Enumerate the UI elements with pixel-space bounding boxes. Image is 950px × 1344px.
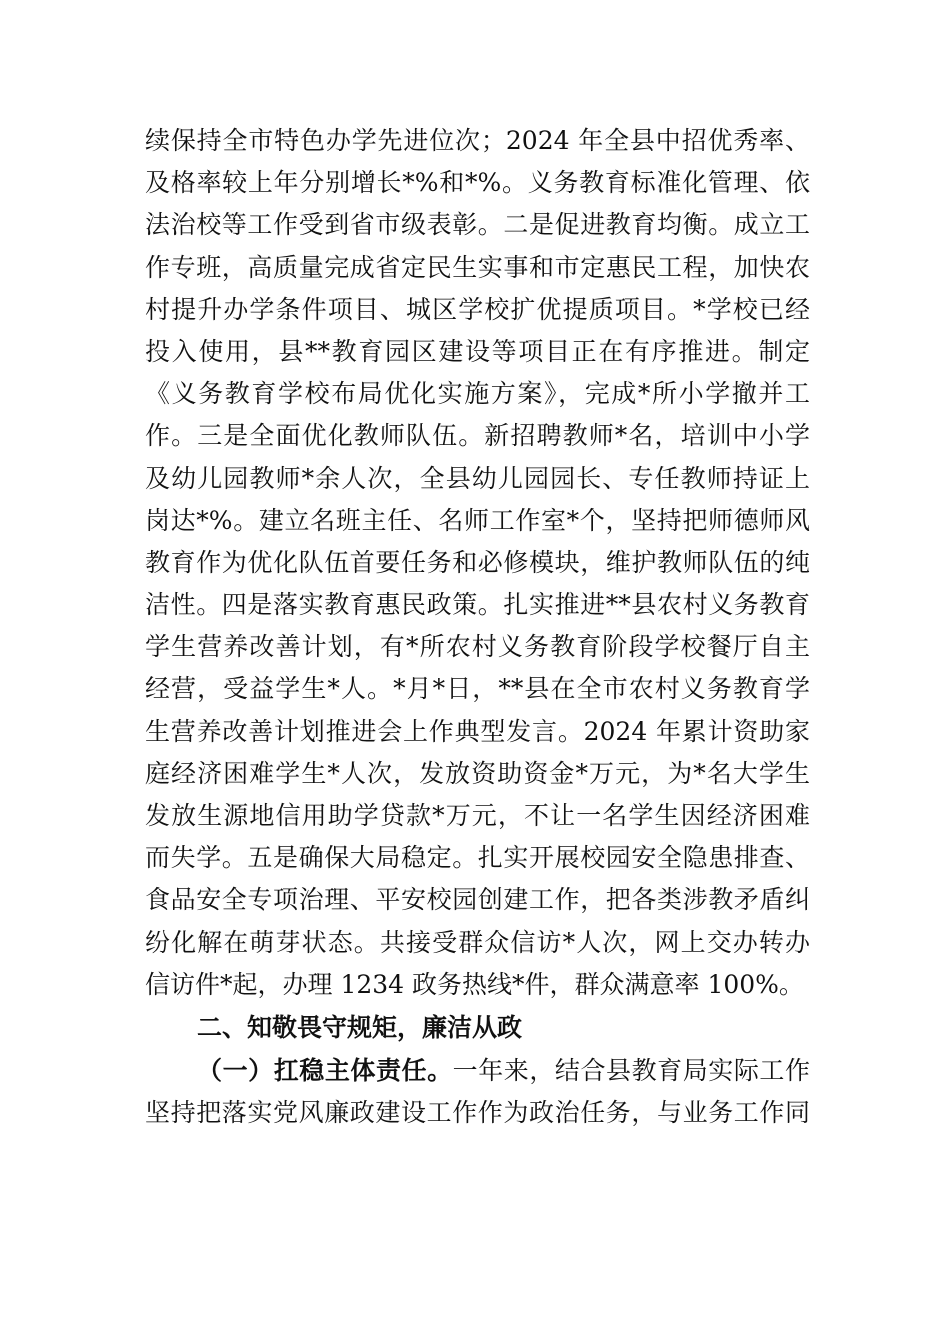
text-line: 法治校等工作受到省市级表彰。二是促进教育均衡。成立工 bbox=[145, 210, 810, 240]
text-line: 信访件*起，办理 1234 政务热线*件，群众满意率 100%。 bbox=[145, 969, 804, 999]
text-line: 作。三是全面优化教师队伍。新招聘教师*名，培训中小学 bbox=[145, 421, 810, 451]
text-line: 续保持全市特色办学先进位次；2024 年全县中招优秀率、 bbox=[145, 126, 810, 155]
text-line: 及幼儿园教师*余人次，全县幼儿园园长、专任教师持证上 bbox=[145, 463, 810, 493]
text-line: 岗达*%。建立名班主任、名师工作室*个，坚持把师德师风 bbox=[145, 505, 810, 535]
text-line: 《义务教育学校布局优化实施方案》，完成*所小学撤并工 bbox=[145, 379, 810, 409]
text-line: 生营养改善计划推进会上作典型发言。2024 年累计资助家 bbox=[145, 716, 810, 746]
text-line: 庭经济困难学生*人次，发放资助资金*万元，为*名大学生 bbox=[145, 758, 810, 788]
text-line: 食品安全专项治理、平安校园创建工作，把各类涉教矛盾纠 bbox=[145, 885, 810, 915]
text-line: 而失学。五是确保大局稳定。扎实开展校园安全隐患排查、 bbox=[145, 843, 810, 873]
text-line: 村提升办学条件项目、城区学校扩优提质项目。*学校已经 bbox=[145, 294, 810, 324]
subsection-lead: （一）扛稳主体责任。 bbox=[197, 1055, 453, 1085]
paragraph-responsibility bbox=[145, 1050, 810, 1134]
section-heading: 二、知敬畏守规矩，廉洁从政 bbox=[197, 1012, 523, 1042]
text-line: 经营，受益学生*人。*月*日，**县在全市农村义务教育学 bbox=[145, 674, 810, 704]
text-line: 发放生源地信用助学贷款*万元，不让一名学生因经济困难 bbox=[145, 801, 810, 830]
text-line: 坚持把落实党风廉政建设工作作为政治任务，与业务工作同 bbox=[145, 1098, 810, 1128]
text-line: 教育作为优化队伍首要任务和必修模块，维护教师队伍的纯 bbox=[145, 547, 810, 577]
text-line bbox=[145, 1050, 810, 1092]
text-line: 洁性。四是落实教育惠民政策。扎实推进**县农村义务教育 bbox=[145, 590, 810, 620]
text-line: 及格率较上年分别增长*%和*%。义务教育标准化管理、依 bbox=[145, 168, 810, 198]
text-line: 学生营养改善计划，有*所农村义务教育阶段学校餐厅自主 bbox=[145, 632, 810, 662]
paragraph-achievements bbox=[145, 120, 810, 1006]
document-body bbox=[145, 120, 810, 1134]
text-line: 作专班，高质量完成省定民生实事和市定惠民工程，加快农 bbox=[145, 252, 810, 282]
subsection-first-line-text: 一年来，结合县教育局实际工作 bbox=[452, 1055, 810, 1085]
text-line: 纷化解在萌芽状态。共接受群众信访*人次，网上交办转办 bbox=[145, 927, 810, 957]
text-line: 投入使用，县**教育园区建设等项目正在有序推进。制定 bbox=[145, 336, 810, 366]
